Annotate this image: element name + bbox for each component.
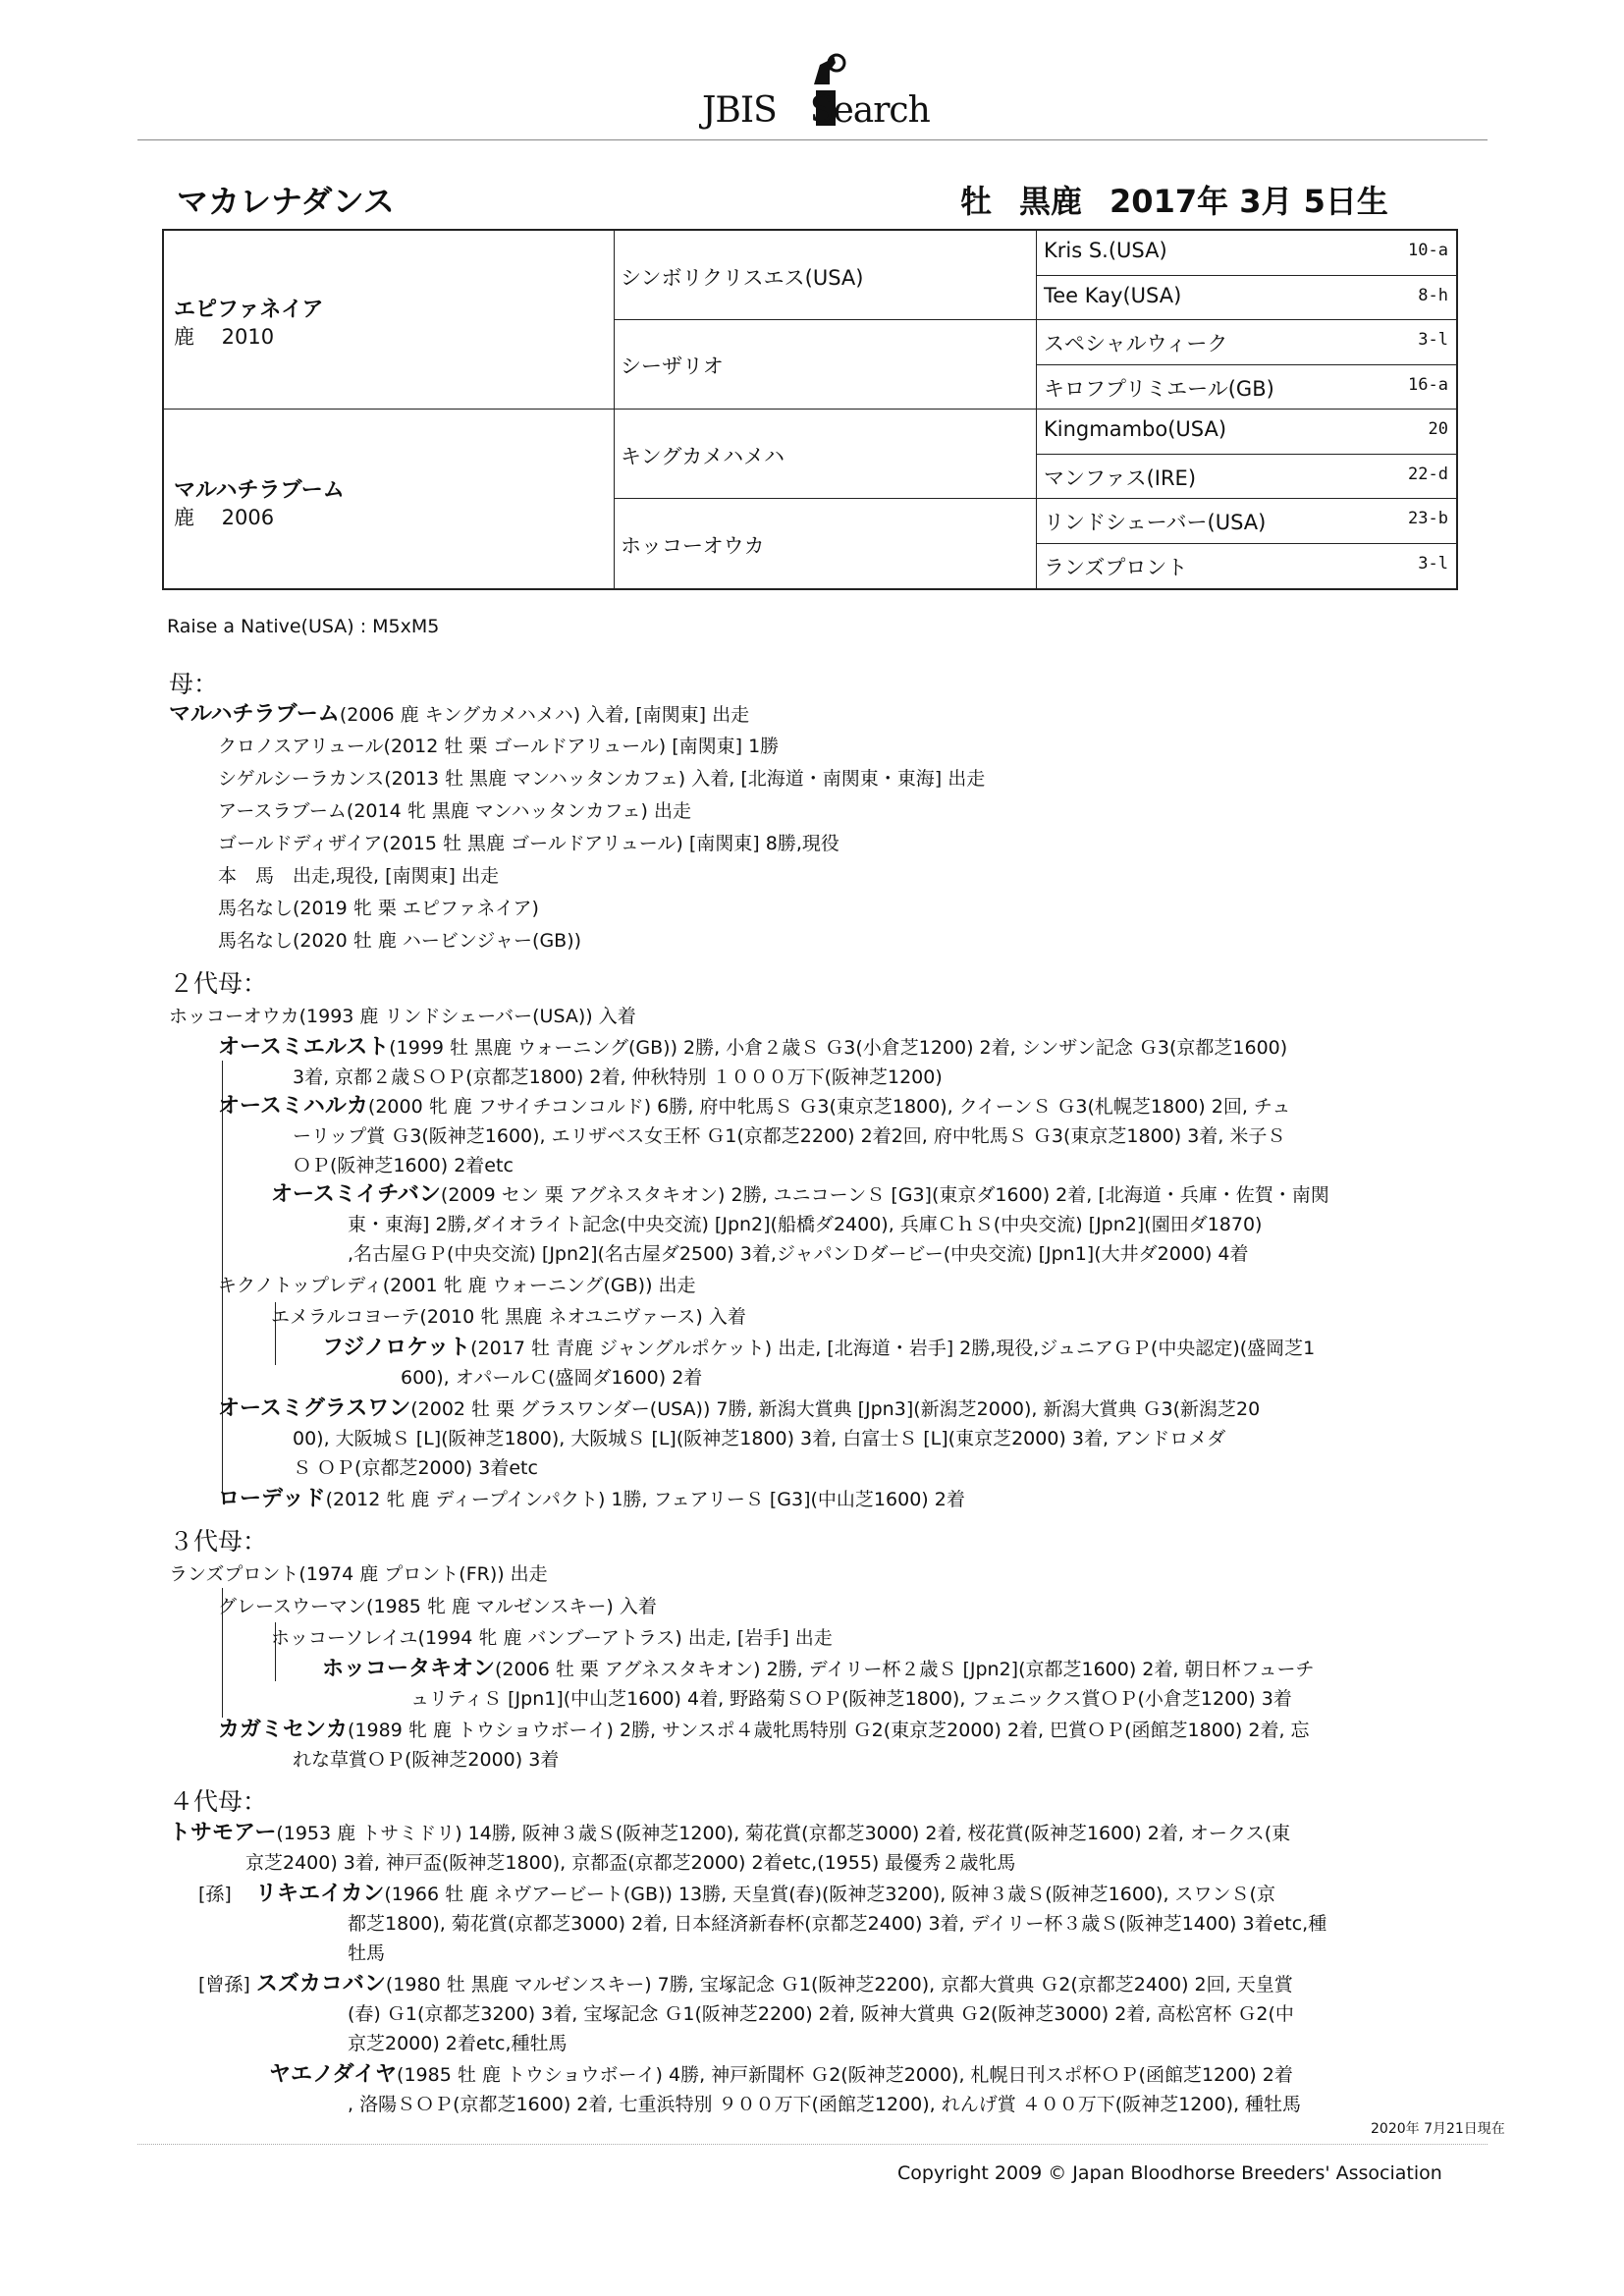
family-line: ュリティＳ [Jpn1](中山芝1600) 4着, 野路菊ＳＯＰ(阪神芝1800), フェニックス賞ＯＰ(小倉芝1200) 3着 xyxy=(410,1688,1292,1710)
horse-sex: 牡 xyxy=(960,183,993,220)
pedigree-gen3: キロフプリミエール(GB) xyxy=(1044,377,1274,401)
pedigree-gen3: ランズプロント xyxy=(1044,556,1188,579)
family-line: オースミハルカ(2000 牝 鹿 フサイチコンコルド) 6勝, 府中牝馬Ｓ Ｇ3(東京芝1800), クイーンＳ Ｇ3(札幌芝1800) 2回, チュ xyxy=(218,1094,1291,1119)
family-line: 京芝2400) 3着, 神戸盃(阪神芝1800), 京都盃(京都芝2000) 2着etc,(1955) 最優秀２歳牝馬 xyxy=(245,1852,1016,1874)
pedigree-gen3: マンファス(IRE) xyxy=(1044,466,1197,490)
family-line: 牡馬 xyxy=(348,1942,386,1964)
family-line: ヤエノダイヤ(1985 牡 鹿 トウショウボーイ) 4勝, 神戸新聞杯 Ｇ2(阪神芝2000), 札幌日刊スポ杯ＯＰ(函館芝1200) 2着 xyxy=(269,2062,1293,2087)
section-heading-4th-dam: ４代母： xyxy=(169,1787,268,1816)
horse-birthdate: 2017年 3月 5日生 xyxy=(1110,183,1388,220)
relation-tag: [曾孫] xyxy=(198,1974,250,1995)
family-line: クロノスアリュール(2012 牡 栗 ゴールドアリュール) [南関東] 1勝 xyxy=(218,736,780,757)
family-line: オースミイチバン(2009 セン 栗 アグネスタキオン) 2勝, ユニコーンＳ [G3](東京ダ1600) 2着, [北海道・兵庫・佐賀・南関 xyxy=(271,1182,1329,1207)
logo-part1: JBIS xyxy=(702,90,777,131)
family-line: 馬名なし(2020 牡 鹿 ハービンジャー(GB)) xyxy=(218,930,582,952)
family-line: ＯＰ(阪神芝1600) 2着etc xyxy=(293,1155,514,1176)
family-line: フジノロケット(2017 牡 青鹿 ジャングルポケット) 出走, [北海道・岩手] 2勝,現役,ジュニアＧＰ(中央認定)(盛岡芝1 xyxy=(322,1336,1316,1360)
section-heading-2nd-dam: ２代母： xyxy=(169,969,268,998)
family-line: [曾孫] スズカコバン(1980 牡 黒鹿 マルゼンスキー) 7勝, 宝塚記念 Ｇ1(阪神芝2200), 京都大賞典 Ｇ2(京都芝2400) 2回, 天皇賞 xyxy=(198,1972,1293,1996)
family-line: 都芝1800), 菊花賞(京都芝3000) 2着, 日本経済新春杯(京都芝2400) 3着, デイリー杯３歳Ｓ(阪神芝1400) 3着etc,種 xyxy=(348,1913,1327,1935)
pedigree-gen3: Tee Kay(USA) xyxy=(1044,284,1182,307)
family-line: エメラルコヨーテ(2010 牝 黒鹿 ネオユニヴァース) 入着 xyxy=(271,1306,746,1328)
family-code: 22-d xyxy=(1408,465,1448,484)
family-line: 馬名なし(2019 牝 栗 エピファネイア) xyxy=(218,898,539,919)
pedigree-sire: エピファネイア xyxy=(174,298,324,322)
pedigree-gen3: Kris S.(USA) xyxy=(1044,239,1167,262)
pedigree-dam: マルハチラブーム xyxy=(174,478,345,503)
family-line: 600), オパールＣ(盛岡ダ1600) 2着 xyxy=(401,1367,703,1389)
family-line: キクノトップレディ(2001 牝 鹿 ウォーニング(GB)) 出走 xyxy=(218,1275,696,1296)
family-line: [孫] リキエイカン(1966 牡 鹿 ネヴアービート(GB)) 13勝, 天皇賞(春)(阪神芝3200), 阪神３歳Ｓ(阪神芝1600), スワンＳ(京 xyxy=(198,1882,1275,1906)
family-line: 東・東海] 2勝,ダイオライト記念(中央交流) [Jpn2](船橋ダ2400), 兵庫ＣｈＳ(中央交流) [Jpn2](園田ダ1870) xyxy=(348,1214,1263,1235)
family-code: 23-b xyxy=(1408,509,1448,528)
pedigree-gen2: シーザリオ xyxy=(621,355,724,378)
family-line: グレースウーマン(1985 牝 鹿 マルゼンスキー) 入着 xyxy=(218,1596,657,1617)
family-code: 3-l xyxy=(1418,554,1448,574)
family-line: カガミセンカ(1989 牝 鹿 トウショウボーイ) 2勝, サンスポ４歳牝馬特別 Ｇ2(東京芝2000) 2着, 巴賞ＯＰ(函館芝1800) 2着, 忘 xyxy=(218,1718,1310,1742)
family-line: (春) Ｇ1(京都芝3200) 3着, 宝塚記念 Ｇ1(阪神芝2200) 2着, 阪神大賞典 Ｇ2(阪神芝3000) 2着, 高松宮杯 Ｇ2(中 xyxy=(348,2003,1294,2025)
header-divider xyxy=(137,139,1488,140)
logo-text xyxy=(702,90,930,131)
family-code: 16-a xyxy=(1408,375,1448,395)
pedigree-gen3: Kingmambo(USA) xyxy=(1044,417,1227,441)
footer-divider xyxy=(137,2144,1488,2145)
section-heading-3rd-dam: ３代母： xyxy=(169,1527,268,1556)
jbis-search-logo xyxy=(702,51,947,130)
family-line: れな草賞ＯＰ(阪神芝2000) 3着 xyxy=(293,1749,560,1771)
family-line: オースミエルスト(1999 牡 黒鹿 ウォーニング(GB)) 2勝, 小倉２歳Ｓ Ｇ3(小倉芝1200) 2着, シンザン記念 Ｇ3(京都芝1600) xyxy=(218,1035,1288,1060)
pedigree-gen2: ホッコーオウカ xyxy=(621,534,765,558)
family-line: ,名古屋ＧＰ(中央交流) [Jpn2](名古屋ダ2500) 3着,ジャパンＤダービー(中央交流) [Jpn1](大井ダ2000) 4着 xyxy=(348,1243,1249,1265)
family-line: トサモアー(1953 鹿 トサミドリ) 14勝, 阪神３歳Ｓ(阪神芝1200), 菊花賞(京都芝3000) 2着, 桜花賞(阪神芝1600) 2着, オークス(東 xyxy=(169,1821,1291,1845)
family-line: 00), 大阪城Ｓ [L](阪神芝1800), 大阪城Ｓ [L](阪神芝1800) 3着, 白富士Ｓ [L](東京芝2000) 3着, アンドロメダ xyxy=(293,1428,1226,1449)
family-line: シゲルシーラカンス(2013 牡 黒鹿 マンハッタンカフェ) 入着, [北海道・南関東・東海] 出走 xyxy=(218,768,986,790)
family-line: ーリップ賞 Ｇ3(阪神芝1600), エリザベス女王杯 Ｇ1(京都芝2200) 2着2回, 府中牝馬Ｓ Ｇ3(東京芝1800) 3着, 米子Ｓ xyxy=(293,1125,1286,1147)
pedigree-gen2: キングカメハメハ xyxy=(621,445,785,468)
as-of-date: 2020年 7月21日現在 xyxy=(1371,2121,1505,2137)
family-line: Ｓ ＯＰ(京都芝2000) 3着etc xyxy=(293,1457,538,1479)
family-line: ローデッド(2012 牝 鹿 ディープインパクト) 1勝, フェアリーＳ [G3](中山芝1600) 2着 xyxy=(218,1487,965,1511)
horse-name: マカレナダンス xyxy=(177,183,395,220)
family-line: ホッコーオウカ(1993 鹿 リンドシェーバー(USA)) 入着 xyxy=(169,1006,636,1027)
family-code: 20 xyxy=(1428,419,1448,439)
pedigree-gen3: リンドシェーバー(USA) xyxy=(1044,511,1267,534)
family-line: , 洛陽ＳＯＰ(京都芝1600) 2着, 七重浜特別 ９００万下(函館芝1200), れんげ賞 ４００万下(阪神芝1200), 種牡馬 xyxy=(348,2094,1302,2115)
family-code: 8-h xyxy=(1418,286,1448,305)
family-code: 10-a xyxy=(1408,241,1448,260)
horse-info xyxy=(960,177,1388,222)
family-line: 3着, 京都２歳ＳＯＰ(京都芝1800) 2着, 仲秋特別 １０００万下(阪神芝1200) xyxy=(293,1066,943,1088)
copyright: Copyright 2009 © Japan Bloodhorse Breeders' Association xyxy=(897,2162,1442,2184)
pedigree-sire-sub: 鹿 2010 xyxy=(174,325,275,349)
inbreeding-note: Raise a Native(USA) : M5xM5 xyxy=(167,616,440,637)
family-line: ゴールドディザイア(2015 牡 黒鹿 ゴールドアリュール) [南関東] 8勝,現役 xyxy=(218,833,839,854)
family-line: 本 馬 出走,現役, [南関東] 出走 xyxy=(218,865,499,887)
relation-tag: [孫] xyxy=(198,1884,232,1905)
family-line: アースラブーム(2014 牝 黒鹿 マンハッタンカフェ) 出走 xyxy=(218,800,691,822)
section-heading-dam: 母： xyxy=(169,670,219,698)
pedigree-gen3: スペシャルウィーク xyxy=(1044,332,1228,355)
family-code: 3-l xyxy=(1418,330,1448,350)
pedigree-dam-sub: 鹿 2006 xyxy=(174,506,275,529)
family-line: ホッコーソレイユ(1994 牝 鹿 バンブーアトラス) 出走, [岩手] 出走 xyxy=(271,1627,833,1649)
horse-color: 黒鹿 xyxy=(1019,183,1083,220)
logo-part2: Search xyxy=(809,90,930,131)
family-line: ランズプロント(1974 鹿 プロント(FR)) 出走 xyxy=(169,1563,548,1585)
family-line: オースミグラスワン(2002 牡 栗 グラスワンダー(USA)) 7勝, 新潟大賞典 [Jpn3](新潟芝2000), 新潟大賞典 Ｇ3(新潟芝20 xyxy=(218,1396,1261,1421)
pedigree-gen2: シンボリクリスエス(USA) xyxy=(621,266,864,290)
family-line: ホッコータキオン(2006 牡 栗 アグネスタキオン) 2勝, デイリー杯２歳Ｓ [Jpn2](京都芝1600) 2着, 朝日杯フューチ xyxy=(322,1657,1315,1681)
pedigree-table xyxy=(162,229,1458,590)
family-line: 京芝2000) 2着etc,種牡馬 xyxy=(348,2033,568,2054)
family-line: マルハチラブーム(2006 鹿 キングカメハメハ) 入着, [南関東] 出走 xyxy=(169,702,750,727)
